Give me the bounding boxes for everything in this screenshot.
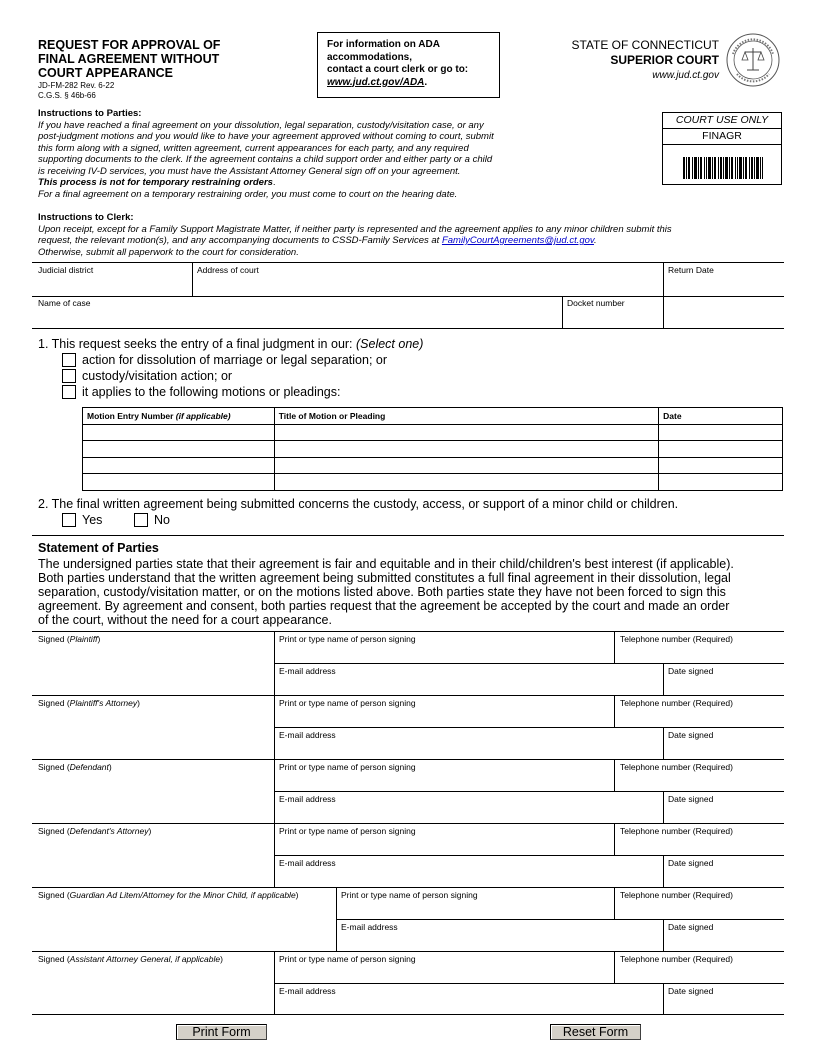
email-field[interactable]: E-mail address xyxy=(341,922,398,932)
statute: C.G.S. § 46b-66 xyxy=(38,91,96,100)
date-signed-field[interactable]: Date signed xyxy=(668,730,714,740)
barcode-icon xyxy=(683,157,763,179)
motions-table xyxy=(82,407,783,491)
signed-field[interactable]: Signed (Plaintiff's Attorney) xyxy=(38,698,140,708)
motion-entry-number-header: Motion Entry Number (if applicable) xyxy=(83,408,275,425)
date-signed-field[interactable]: Date signed xyxy=(668,858,714,868)
table-row xyxy=(83,457,783,474)
telephone-field[interactable]: Telephone number (Required) xyxy=(620,890,733,900)
date-signed-field[interactable]: Date signed xyxy=(668,666,714,676)
form-number: JD-FM-282 Rev. 6-22 xyxy=(38,81,115,90)
name-of-case-field[interactable]: Name of case xyxy=(38,298,91,308)
date-signed-field[interactable]: Date signed xyxy=(668,922,714,932)
statement-text: The undersigned parties state that their agreement is fair and equitable and in their child/children's best interest (if applicable). Both parties understand that the written agreement being submitted constitutes a full final agreement in their dissolution, legal separation, custody/visitation matter, or on the motions listed above. Both parties state they have not been forced to sign this agreement. By agreement and consent, both parties request that the agreement be accepted by the court and made an order of the court, without the need for a court appearance. xyxy=(38,557,734,627)
motion-title-input[interactable] xyxy=(274,424,658,441)
signed-field[interactable]: Signed (Plaintiff) xyxy=(38,634,101,644)
signed-field[interactable]: Signed (Guardian Ad Litem/Attorney for the Minor Child, if applicable) xyxy=(38,890,299,900)
motion-date-input[interactable] xyxy=(659,457,783,474)
motion-date-input[interactable] xyxy=(659,441,783,458)
question-2: 2. The final written agreement being submitted concerns the custody, access, or support of a minor child or children. xyxy=(38,497,679,511)
telephone-field[interactable]: Telephone number (Required) xyxy=(620,826,733,836)
date-signed-field[interactable]: Date signed xyxy=(668,794,714,804)
print-name-field[interactable]: Print or type name of person signing xyxy=(279,698,416,708)
no-checkbox[interactable] xyxy=(134,513,148,527)
motion-entry-input[interactable] xyxy=(83,457,275,474)
court-use-label: COURT USE ONLY xyxy=(663,113,781,129)
signed-field[interactable]: Signed (Defendant) xyxy=(38,762,112,772)
print-name-field[interactable]: Print or type name of person signing xyxy=(279,762,416,772)
email-field[interactable]: E-mail address xyxy=(279,986,336,996)
judicial-district-field[interactable]: Judicial district xyxy=(38,265,94,275)
table-row xyxy=(83,424,783,441)
docket-number-field[interactable]: Docket number xyxy=(567,298,625,308)
motion-title-input[interactable] xyxy=(274,474,658,491)
motion-date-header: Date xyxy=(659,408,783,425)
state-name: STATE OF CONNECTICUT xyxy=(571,38,719,52)
restraining-order-warning: This process is not for temporary restraining orders xyxy=(38,177,273,188)
form-meta xyxy=(38,81,114,101)
print-form-button[interactable]: Print Form xyxy=(176,1024,267,1040)
yes-label: Yes xyxy=(82,513,103,527)
custody-checkbox[interactable] xyxy=(62,369,76,383)
form-title: REQUEST FOR APPROVAL OF FINAL AGREEMENT WITHOUT COURT APPEARANCE xyxy=(38,38,221,80)
motion-entry-input[interactable] xyxy=(83,474,275,491)
reset-form-button[interactable]: Reset Form xyxy=(550,1024,641,1040)
motion-title-input[interactable] xyxy=(274,457,658,474)
cssd-email-link[interactable]: FamilyCourtAgreements@jud.ct.gov xyxy=(441,235,594,246)
email-field[interactable]: E-mail address xyxy=(279,858,336,868)
instructions-clerk-heading: Instructions to Clerk: xyxy=(38,212,134,223)
court-use-box xyxy=(662,112,782,185)
judicial-seal-icon xyxy=(725,32,781,88)
motion-title-input[interactable] xyxy=(274,441,658,458)
court-use-code: FINAGR xyxy=(663,129,781,145)
date-signed-field[interactable]: Date signed xyxy=(668,986,714,996)
print-name-field[interactable]: Print or type name of person signing xyxy=(279,826,416,836)
dissolution-option-label: action for dissolution of marriage or legal separation; or xyxy=(82,353,388,367)
ada-info-box: For information on ADA accommodations, contact a court clerk or go to: www.jud.ct.gov/ADA. xyxy=(317,32,500,98)
statement-heading: Statement of Parties xyxy=(38,541,159,555)
table-row xyxy=(83,441,783,458)
ada-link[interactable]: www.jud.ct.gov/ADA xyxy=(327,76,425,88)
email-field[interactable]: E-mail address xyxy=(279,730,336,740)
motions-option-label: it applies to the following motions or pleadings: xyxy=(82,385,341,399)
telephone-field[interactable]: Telephone number (Required) xyxy=(620,762,733,772)
telephone-field[interactable]: Telephone number (Required) xyxy=(620,698,733,708)
telephone-field[interactable]: Telephone number (Required) xyxy=(620,954,733,964)
instructions-clerk: Instructions to Clerk: Upon receipt, except for a Family Support Magistrate Matter, if neither party is represented and the agreement applies to any minor children submit this request, the relevant motion(s), and any accompanying documents to CSSD-Family Services at FamilyCourtAgreements@jud.ct.gov. Otherwise, submit all paperwork to the court for consideration. xyxy=(38,212,798,258)
question-1: 1. This request seeks the entry of a final judgment in our: (Select one) xyxy=(38,337,424,351)
motion-entry-input[interactable] xyxy=(83,424,275,441)
instructions-parties: Instructions to Parties: If you have reached a final agreement on your dissolution, legal separation, custody/visitation case, or any post-judgment motions and you would like to have your agreement approved without coming to court, submit this form along with a signed, written agreement, current appearances for each party, and any required supporting documents to the clerk. If the agreement contains a child support order and either party or a child is receiving IV-D services, you must have the Assistant Attorney General sign off on your agreement. This process is not for temporary restraining orders. For a final agreement on a temporary restraining order, you must come to court on the hearing date. xyxy=(38,108,558,200)
table-row xyxy=(83,474,783,491)
motion-date-input[interactable] xyxy=(659,474,783,491)
return-date-field[interactable]: Return Date xyxy=(668,265,714,275)
address-of-court-field[interactable]: Address of court xyxy=(197,265,259,275)
instructions-parties-heading: Instructions to Parties: xyxy=(38,108,142,119)
no-label: No xyxy=(154,513,170,527)
dissolution-checkbox[interactable] xyxy=(62,353,76,367)
print-name-field[interactable]: Print or type name of person signing xyxy=(279,954,416,964)
telephone-field[interactable]: Telephone number (Required) xyxy=(620,634,733,644)
custody-option-label: custody/visitation action; or xyxy=(82,369,233,383)
print-name-field[interactable]: Print or type name of person signing xyxy=(341,890,478,900)
motions-checkbox[interactable] xyxy=(62,385,76,399)
court-name: SUPERIOR COURT xyxy=(610,53,719,67)
email-field[interactable]: E-mail address xyxy=(279,666,336,676)
court-website: www.jud.ct.gov xyxy=(652,70,719,81)
signed-field[interactable]: Signed (Assistant Attorney General, if applicable) xyxy=(38,954,223,964)
email-field[interactable]: E-mail address xyxy=(279,794,336,804)
motion-entry-input[interactable] xyxy=(83,441,275,458)
court-header xyxy=(540,38,719,83)
motion-date-input[interactable] xyxy=(659,424,783,441)
print-name-field[interactable]: Print or type name of person signing xyxy=(279,634,416,644)
signed-field[interactable]: Signed (Defendant's Attorney) xyxy=(38,826,152,836)
yes-checkbox[interactable] xyxy=(62,513,76,527)
motion-title-header: Title of Motion or Pleading xyxy=(274,408,658,425)
